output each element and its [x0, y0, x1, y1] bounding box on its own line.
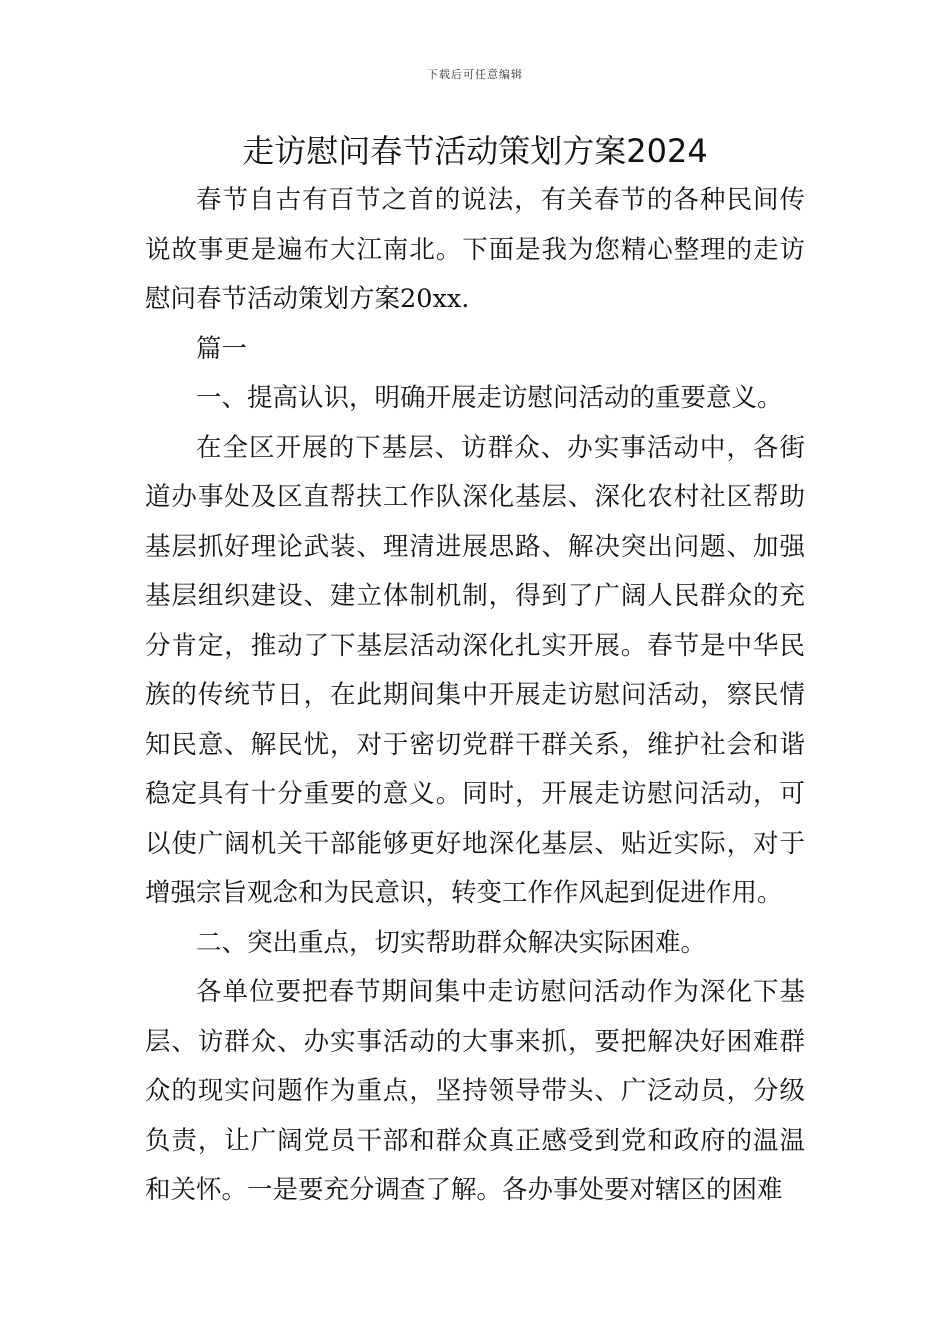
paragraph-body-2: 各单位要把春节期间集中走访慰问活动作为深化下基层、访群众、办实事活动的大事来抓，要把解决好困难群众的现实问题作为重点，坚持领导带头、广泛动员，分级负责，让广阔党员干部和群众真正感受到党和政府的温温和关怀。一是要充分调查了解。各办事处要对辖区的困难 [145, 977, 805, 1205]
paragraph-intro: 春节自古有百节之首的说法，有关春节的各种民间传说故事更是遍布大江南北。下面是我为您精心整理的走访慰问春节活动策划方案20xx. [145, 185, 805, 314]
paragraph-section-label: 篇一 [196, 333, 248, 364]
paragraph-heading-2: 二、突出重点，切实帮助群众解决实际困难。 [196, 927, 707, 958]
document-title: 走访慰问春节活动策划方案2024 [242, 132, 708, 170]
header-note: 下载后可任意编辑 [427, 68, 523, 81]
document-body [145, 176, 805, 1216]
paragraph-body-1: 在全区开展的下基层、访群众、办实事活动中，各街道办事处及区直帮扶工作队深化基层、深化农村社区帮助基层抓好理论武装、理清进展思路、解决突出问题、加强基层组织建设、建立体制机制，得到了广阔人民群众的充分肯定，推动了下基层活动深化扎实开展。春节是中华民族的传统节日，在此期间集中开展走访慰问活动，察民情知民意、解民忧，对于密切党群干群关系，维护社会和谐稳定具有十分重要的意义。同时，开展走访慰问活动，可以使广阔机关干部能够更好地深化基层、贴近实际，对于增强宗旨观念和为民意识，转变工作作风起到促进作用。 [145, 432, 805, 908]
paragraph-heading-1: 一、提高认识，明确开展走访慰问活动的重要意义。 [196, 383, 783, 413]
